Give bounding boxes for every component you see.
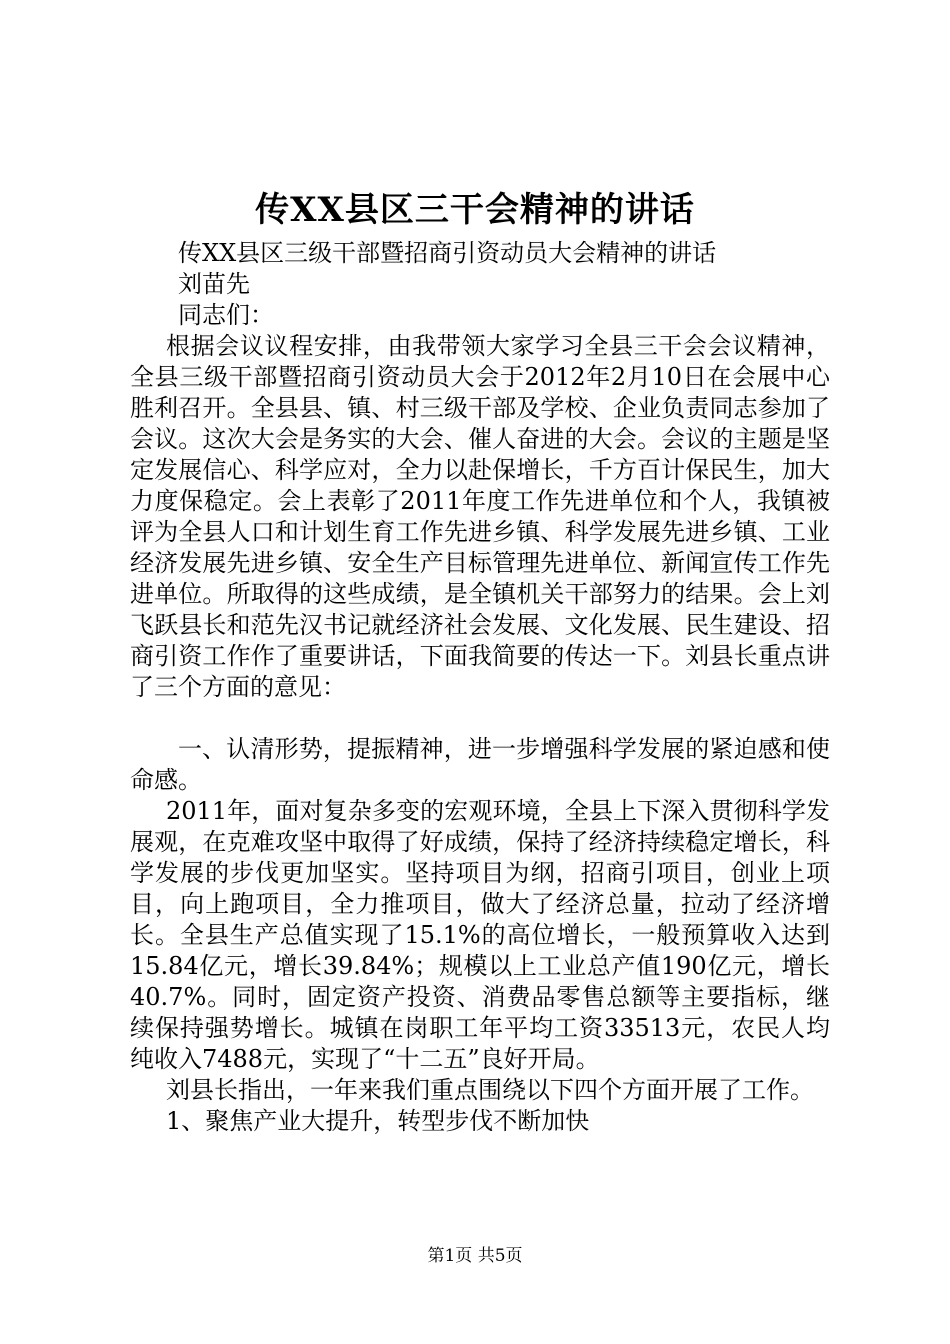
paragraph-section-one-heading: 一、认清形势，提振精神，进一步增强科学发展的紧迫感和使命感。 xyxy=(130,735,830,794)
paragraph-meeting-summary: 根据会议议程安排，由我带领大家学习全县三干会会议精神，全县三级干部暨招商引资动员大会于2012年2月10日在会展中心胜利召开。全县县、镇、村三级干部及学校、企业负责同志参加了会议。这次大会是务实的大会、催人奋进的大会。会议的主题是坚定发展信心、科学应对，全力以赴保增长，千方百计保民生，加大力度保稳定。会上表彰了2011年度工作先进单位和个人，我镇被评为全县人口和计划生育工作先进乡镇、科学发展先进乡镇、工业经济发展先进乡镇、安全生产目标管理先进单位、新闻宣传工作先进单位。所取得的这些成绩，是全镇机关干部努力的结果。会上刘飞跃县长和范先汉书记就经济社会发展、文化发展、民生建设、招商引资工作作了重要讲话，下面我简要的传达一下。刘县长重点讲了三个方面的意见： xyxy=(130,332,830,701)
document-title: 传XX县区三干会精神的讲话 xyxy=(255,190,695,230)
paragraph-spacer xyxy=(130,703,830,734)
document-author: 刘苗先 xyxy=(178,270,250,298)
paragraph-four-aspects: 刘县长指出，一年来我们重点围绕以下四个方面开展了工作。 xyxy=(166,1076,814,1104)
document-subtitle: 传XX县区三级干部暨招商引资动员大会精神的讲话 xyxy=(178,239,717,267)
paragraph-2011-review: 2011年，面对复杂多变的宏观环境，全县上下深入贯彻科学发展观，在克难攻坚中取得了好成绩，保持了经济持续稳定增长，科学发展的步伐更加坚实。坚持项目为纲，招商引项目，创业上项目，向上跑项目，全力推项目，做大了经济总量，拉动了经济增长。全县生产总值实现了15.1%的高位增长，一般预算收入达到15.84亿元，增长39.84%；规模以上工业总产值190亿元，增长40.7%。同时，固定资产投资、消费品零售总额等主要指标，继续保持强势增长。城镇在岗职工年平均工资33513元，农民人均纯收入7488元，实现了“十二五”良好开局。 xyxy=(130,797,830,1073)
document-salutation: 同志们： xyxy=(178,301,274,329)
document-body xyxy=(130,238,830,1137)
paragraph-item-one: 1、聚焦产业大提升，转型步伐不断加快 xyxy=(166,1107,590,1135)
page-number-footer: 第1页 共5页 xyxy=(427,1246,523,1266)
